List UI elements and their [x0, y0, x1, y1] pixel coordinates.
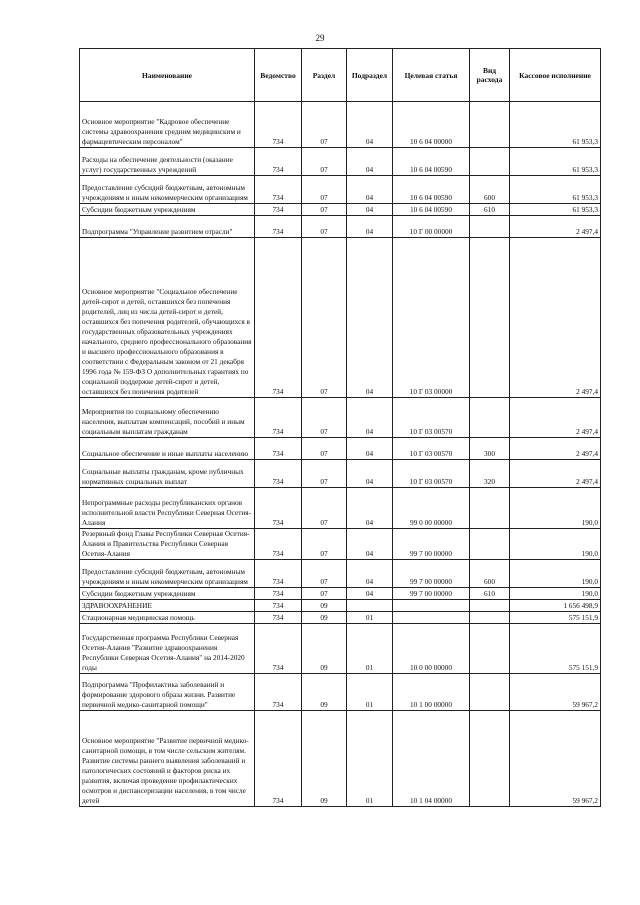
row-podrazdel: [347, 600, 393, 612]
row-expense-type: [470, 711, 510, 807]
row-vedomstvo: 734: [255, 238, 302, 398]
table-row: [80, 148, 601, 176]
row-name: Субсидии бюджетным учреждениям: [80, 588, 255, 600]
row-podrazdel: 04: [347, 438, 393, 460]
table-row: [80, 398, 601, 438]
row-name: Мероприятия по социальному обеспечению населения, выплатам компенсаций, пособий и иным социальным выплатам гражданам: [80, 398, 255, 438]
row-name: Основное мероприятие "Кадровое обеспечение системы здравоохранения средним медицинским и фармацевтическим персоналом": [80, 102, 255, 148]
row-vedomstvo: 734: [255, 612, 302, 624]
header-expense-type: Вид расхода: [470, 49, 510, 102]
table-row: [80, 624, 601, 674]
table-row: [80, 488, 601, 529]
row-podrazdel: 04: [347, 216, 393, 238]
row-target-article: 10 1 04 00000: [393, 711, 470, 807]
row-razdel: 07: [302, 238, 347, 398]
table-row: [80, 600, 601, 612]
row-vedomstvo: 734: [255, 216, 302, 238]
row-podrazdel: 04: [347, 588, 393, 600]
row-podrazdel: 04: [347, 102, 393, 148]
row-name: Социальное обеспечение и иные выплаты населению: [80, 438, 255, 460]
row-expense-type: [470, 624, 510, 674]
row-podrazdel: 04: [347, 529, 393, 560]
row-target-article: 10 Г 00 00000: [393, 216, 470, 238]
row-name: Предоставление субсидий бюджетным, автономным учреждениям и иным некоммерческим организациям: [80, 560, 255, 588]
row-vedomstvo: 734: [255, 176, 302, 204]
row-target-article: 99 0 00 00000: [393, 488, 470, 529]
row-expense-type: [470, 674, 510, 711]
row-podrazdel: 04: [347, 488, 393, 529]
row-cash-execution: 61 953,3: [510, 148, 601, 176]
row-vedomstvo: 734: [255, 674, 302, 711]
table-header-row: [80, 49, 601, 102]
row-vedomstvo: 734: [255, 624, 302, 674]
header-name: Наименование: [80, 49, 255, 102]
row-vedomstvo: 734: [255, 438, 302, 460]
row-vedomstvo: 734: [255, 711, 302, 807]
row-expense-type: [470, 529, 510, 560]
row-vedomstvo: 734: [255, 204, 302, 216]
row-target-article: [393, 600, 470, 612]
row-razdel: 09: [302, 711, 347, 807]
row-cash-execution: 190,0: [510, 588, 601, 600]
row-podrazdel: 04: [347, 204, 393, 216]
row-name: Основное мероприятие "Развитие первичной медико-санитарной помощи, в том числе сельским жителям. Развитие системы раннего выявления заболеваний и патологических состояний и факторов риска их развития, включая проведение профилактических осмотров и диспансеризации населения, в том числе детей: [80, 711, 255, 807]
row-name: Непрограммные расходы республиканских органов исполнительной власти Республики Северная Осетия-Алания: [80, 488, 255, 529]
row-vedomstvo: 734: [255, 148, 302, 176]
row-vedomstvo: 734: [255, 560, 302, 588]
table-row: [80, 216, 601, 238]
row-podrazdel: 01: [347, 711, 393, 807]
row-cash-execution: 2 497,4: [510, 216, 601, 238]
table-row: [80, 460, 601, 488]
row-cash-execution: 61 953,3: [510, 176, 601, 204]
row-vedomstvo: 734: [255, 529, 302, 560]
row-razdel: 07: [302, 560, 347, 588]
row-target-article: 10 Г 03 00000: [393, 238, 470, 398]
row-target-article: 10 6 04 00590: [393, 204, 470, 216]
row-razdel: 09: [302, 674, 347, 711]
row-vedomstvo: 734: [255, 488, 302, 529]
row-target-article: 99 7 00 00000: [393, 588, 470, 600]
header-vedomstvo: Ведомство: [255, 49, 302, 102]
row-cash-execution: 190,0: [510, 560, 601, 588]
row-name: Стационарная медицинская помощь: [80, 612, 255, 624]
row-target-article: 99 7 00 00000: [393, 560, 470, 588]
row-name: Субсидии бюджетным учреждениям: [80, 204, 255, 216]
row-podrazdel: 01: [347, 624, 393, 674]
table-row: [80, 204, 601, 216]
table-row: [80, 612, 601, 624]
row-razdel: 07: [302, 216, 347, 238]
row-razdel: 07: [302, 588, 347, 600]
row-expense-type: 610: [470, 588, 510, 600]
row-expense-type: 320: [470, 460, 510, 488]
row-razdel: 07: [302, 148, 347, 176]
row-razdel: 07: [302, 204, 347, 216]
budget-execution-table: [79, 48, 601, 807]
row-target-article: 10 6 04 00000: [393, 102, 470, 148]
table-row: [80, 529, 601, 560]
row-podrazdel: 01: [347, 612, 393, 624]
row-podrazdel: 04: [347, 560, 393, 588]
row-name: Социальные выплаты гражданам, кроме публичных нормативных социальных выплат: [80, 460, 255, 488]
row-expense-type: 600: [470, 176, 510, 204]
row-cash-execution: 2 497,4: [510, 438, 601, 460]
row-target-article: 10 0 00 00000: [393, 624, 470, 674]
row-razdel: 07: [302, 102, 347, 148]
row-name: Подпрограмма "Управление развитием отрасли": [80, 216, 255, 238]
table-row: [80, 438, 601, 460]
page-number: 29: [315, 33, 325, 43]
row-razdel: 07: [302, 529, 347, 560]
row-vedomstvo: 734: [255, 588, 302, 600]
row-podrazdel: 04: [347, 176, 393, 204]
row-cash-execution: 1 656 498,9: [510, 600, 601, 612]
row-cash-execution: 61 953,3: [510, 102, 601, 148]
table-row: [80, 238, 601, 398]
row-name: Резервный фонд Главы Республики Северная Осетия-Алания и Правительства Республики Северная Осетия-Алания: [80, 529, 255, 560]
header-cash-execution: Кассовое исполнение: [510, 49, 601, 102]
row-razdel: 07: [302, 488, 347, 529]
row-vedomstvo: 734: [255, 460, 302, 488]
row-target-article: 99 7 00 00000: [393, 529, 470, 560]
row-cash-execution: 575 151,9: [510, 624, 601, 674]
row-name: Подпрограмма "Профилактика заболеваний и формирование здорового образа жизни. Развитие первичной медико-санитарной помощи": [80, 674, 255, 711]
row-name: Основное мероприятие "Социальное обеспечение детей-сирот и детей, оставшихся без попечения родителей, лиц из числа детей-сирот и детей, оставшихся без попечения родителей, обучающихся в государственных образовательных учреждениях начального, среднего профессионального образования и высшего профессионального образования в соответствии с Федеральным законом от 21 декабря 1996 года № 159-ФЗ О дополнительных гарантиях по социальной поддержке детей-сирот и детей, оставшихся без попечения родителей: [80, 238, 255, 398]
row-target-article: [393, 612, 470, 624]
row-expense-type: [470, 488, 510, 529]
row-expense-type: 300: [470, 438, 510, 460]
row-expense-type: [470, 600, 510, 612]
row-cash-execution: 190,0: [510, 529, 601, 560]
row-cash-execution: 61 953,3: [510, 204, 601, 216]
row-target-article: 10 1 00 00000: [393, 674, 470, 711]
row-cash-execution: 2 497,4: [510, 398, 601, 438]
row-vedomstvo: 734: [255, 600, 302, 612]
row-expense-type: [470, 612, 510, 624]
header-target-article: Целевая статья: [393, 49, 470, 102]
row-cash-execution: 2 497,4: [510, 238, 601, 398]
row-target-article: 10 Г 03 00570: [393, 460, 470, 488]
row-cash-execution: 575 151,9: [510, 612, 601, 624]
row-name: Предоставление субсидий бюджетным, автономным учреждениям и иным некоммерческим организациям: [80, 176, 255, 204]
row-target-article: 10 Г 03 00570: [393, 398, 470, 438]
row-razdel: 07: [302, 438, 347, 460]
table-row: [80, 560, 601, 588]
table-row: [80, 176, 601, 204]
row-podrazdel: 04: [347, 148, 393, 176]
row-cash-execution: 59 967,2: [510, 674, 601, 711]
row-name: ЗДРАВООХРАНЕНИЕ: [80, 600, 255, 612]
row-podrazdel: 01: [347, 674, 393, 711]
row-podrazdel: 04: [347, 460, 393, 488]
row-expense-type: [470, 148, 510, 176]
row-expense-type: 610: [470, 204, 510, 216]
table-row: [80, 674, 601, 711]
row-name: Государственная программа Республики Северная Осетия-Алания "Развитие здравоохранения Республики Северная Осетия-Алания" на 2014-2020 годы: [80, 624, 255, 674]
row-podrazdel: 04: [347, 238, 393, 398]
row-expense-type: [470, 238, 510, 398]
table-row: [80, 102, 601, 148]
row-vedomstvo: 734: [255, 102, 302, 148]
table-row: [80, 588, 601, 600]
row-razdel: 09: [302, 612, 347, 624]
row-razdel: 07: [302, 460, 347, 488]
row-target-article: 10 6 04 00590: [393, 148, 470, 176]
row-cash-execution: 59 967,2: [510, 711, 601, 807]
row-target-article: 10 6 04 00590: [393, 176, 470, 204]
row-expense-type: [470, 102, 510, 148]
row-vedomstvo: 734: [255, 398, 302, 438]
row-target-article: 10 Г 03 00570: [393, 438, 470, 460]
row-cash-execution: 2 497,4: [510, 460, 601, 488]
row-razdel: 09: [302, 600, 347, 612]
row-expense-type: [470, 398, 510, 438]
row-expense-type: 600: [470, 560, 510, 588]
row-cash-execution: 190,0: [510, 488, 601, 529]
row-razdel: 07: [302, 176, 347, 204]
row-podrazdel: 04: [347, 398, 393, 438]
row-name: Расходы на обеспечение деятельности (оказание услуг) государственных учреждений: [80, 148, 255, 176]
row-expense-type: [470, 216, 510, 238]
header-razdel: Раздел: [302, 49, 347, 102]
header-podrazdel: Подраздел: [347, 49, 393, 102]
table-row: [80, 711, 601, 807]
row-razdel: 09: [302, 624, 347, 674]
row-razdel: 07: [302, 398, 347, 438]
